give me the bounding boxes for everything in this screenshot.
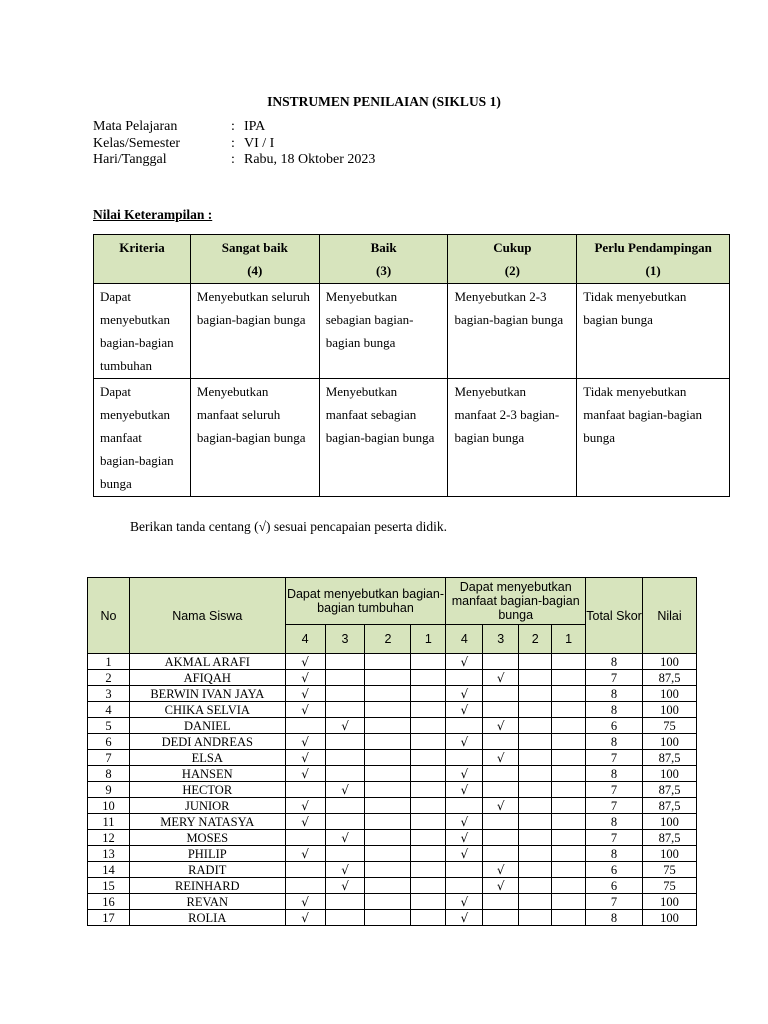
table-row xyxy=(88,766,697,782)
instruction-text: Berikan tanda centang (√) sesuai pencapaian peserta didik. xyxy=(130,519,448,534)
info-sep: : xyxy=(231,119,235,134)
check-cell: √ xyxy=(446,830,483,846)
check-cell xyxy=(325,654,365,670)
student-name: REVAN xyxy=(129,894,285,910)
header-name: Nama Siswa xyxy=(129,578,285,654)
table-row xyxy=(88,734,697,750)
check-cell: √ xyxy=(446,894,483,910)
check-cell xyxy=(411,734,446,750)
check-cell: √ xyxy=(285,814,325,830)
check-cell xyxy=(365,862,411,878)
row-number: 4 xyxy=(88,702,130,718)
check-cell xyxy=(365,798,411,814)
table-row xyxy=(88,798,697,814)
total-score: 8 xyxy=(586,910,643,926)
rubric-cell: Tidak menyebutkan manfaat bagian-bagian bunga xyxy=(577,379,730,497)
check-cell: √ xyxy=(446,734,483,750)
check-cell xyxy=(411,814,446,830)
row-number: 11 xyxy=(88,814,130,830)
check-cell xyxy=(365,670,411,686)
student-name: DANIEL xyxy=(129,718,285,734)
check-cell xyxy=(325,814,365,830)
check-cell: √ xyxy=(446,910,483,926)
check-cell xyxy=(325,702,365,718)
total-score: 8 xyxy=(586,734,643,750)
check-cell xyxy=(411,910,446,926)
row-number: 9 xyxy=(88,782,130,798)
info-value: IPA xyxy=(244,119,266,134)
nilai-value: 75 xyxy=(643,718,697,734)
check-cell xyxy=(519,910,552,926)
info-block xyxy=(93,119,375,169)
nilai-value: 87,5 xyxy=(643,830,697,846)
rubric-header-score: (2) xyxy=(504,263,520,278)
row-number: 17 xyxy=(88,910,130,926)
row-number: 1 xyxy=(88,654,130,670)
rubric-header xyxy=(94,235,191,284)
check-cell: √ xyxy=(285,894,325,910)
check-cell xyxy=(552,846,586,862)
rubric-header-score: (3) xyxy=(376,263,392,278)
check-cell: √ xyxy=(325,878,365,894)
check-cell xyxy=(446,878,483,894)
nilai-value: 100 xyxy=(643,686,697,702)
check-cell xyxy=(411,894,446,910)
check-cell: √ xyxy=(446,814,483,830)
info-label: Hari/Tanggal xyxy=(93,152,167,167)
check-cell xyxy=(519,862,552,878)
check-cell xyxy=(325,734,365,750)
check-cell: √ xyxy=(285,766,325,782)
level-header: 2 xyxy=(519,625,552,654)
section-title: Nilai Keterampilan : xyxy=(93,207,213,222)
rubric-cell: Dapat menyebutkan bagian-bagian tumbuhan xyxy=(94,284,191,379)
check-cell xyxy=(365,702,411,718)
check-cell: √ xyxy=(285,654,325,670)
check-cell xyxy=(519,782,552,798)
nilai-value: 75 xyxy=(643,878,697,894)
info-label: Kelas/Semester xyxy=(93,135,181,151)
check-cell: √ xyxy=(483,718,519,734)
rubric-cell: Tidak menyebutkan bagian bunga xyxy=(577,284,730,379)
rubric-header-name: Baik xyxy=(370,240,397,255)
info-row-subject xyxy=(93,119,375,136)
total-score: 6 xyxy=(586,878,643,894)
check-cell: √ xyxy=(483,798,519,814)
row-number: 3 xyxy=(88,686,130,702)
table-row xyxy=(88,702,697,718)
check-cell xyxy=(411,686,446,702)
check-cell xyxy=(519,734,552,750)
document-title: INSTRUMEN PENILAIAN (SIKLUS 1) xyxy=(267,94,501,109)
nilai-value: 100 xyxy=(643,814,697,830)
check-cell xyxy=(552,750,586,766)
check-cell xyxy=(519,798,552,814)
scores-body xyxy=(88,654,697,926)
rubric-cell: Menyebutkan sebagian bagian-bagian bunga xyxy=(319,284,448,379)
check-cell xyxy=(411,654,446,670)
check-cell xyxy=(285,830,325,846)
check-cell: √ xyxy=(483,878,519,894)
check-cell xyxy=(365,814,411,830)
table-row xyxy=(88,814,697,830)
rubric-header-score: (4) xyxy=(247,263,263,278)
check-cell xyxy=(365,686,411,702)
total-score: 7 xyxy=(586,670,643,686)
check-cell xyxy=(483,814,519,830)
check-cell: √ xyxy=(285,846,325,862)
rubric-cell: Menyebutkan manfaat seluruh bagian-bagian bunga xyxy=(190,379,319,497)
info-label: Mata Pelajaran xyxy=(93,119,178,134)
check-cell xyxy=(285,718,325,734)
check-cell xyxy=(483,654,519,670)
level-header: 3 xyxy=(483,625,519,654)
rubric-cell: Menyebutkan manfaat 2-3 bagian-bagian bunga xyxy=(448,379,577,497)
total-score: 8 xyxy=(586,846,643,862)
check-cell: √ xyxy=(483,670,519,686)
total-score: 8 xyxy=(586,814,643,830)
student-name: REINHARD xyxy=(129,878,285,894)
rubric-table xyxy=(93,234,730,497)
check-cell xyxy=(411,702,446,718)
check-cell xyxy=(552,654,586,670)
rubric-header-name: Kriteria xyxy=(119,240,165,255)
rubric-row xyxy=(94,284,730,379)
student-name: MOSES xyxy=(129,830,285,846)
level-header: 3 xyxy=(325,625,365,654)
check-cell xyxy=(519,766,552,782)
level-header: 2 xyxy=(365,625,411,654)
check-cell xyxy=(325,670,365,686)
scores-table xyxy=(87,577,697,926)
nilai-value: 87,5 xyxy=(643,750,697,766)
total-score: 8 xyxy=(586,654,643,670)
row-number: 6 xyxy=(88,734,130,750)
check-cell xyxy=(411,766,446,782)
total-score: 7 xyxy=(586,798,643,814)
rubric-cell: Menyebutkan seluruh bagian-bagian bunga xyxy=(190,284,319,379)
check-cell xyxy=(552,814,586,830)
check-cell: √ xyxy=(285,798,325,814)
check-cell: √ xyxy=(325,830,365,846)
rubric-header-row xyxy=(94,235,730,284)
row-number: 14 xyxy=(88,862,130,878)
check-cell xyxy=(552,734,586,750)
student-name: ELSA xyxy=(129,750,285,766)
check-cell xyxy=(325,750,365,766)
row-number: 13 xyxy=(88,846,130,862)
student-name: BERWIN IVAN JAYA xyxy=(129,686,285,702)
total-score: 8 xyxy=(586,766,643,782)
nilai-value: 100 xyxy=(643,702,697,718)
check-cell xyxy=(552,878,586,894)
check-cell xyxy=(365,750,411,766)
rubric-header-name: Sangat baik xyxy=(221,240,288,255)
check-cell xyxy=(483,830,519,846)
row-number: 10 xyxy=(88,798,130,814)
check-cell: √ xyxy=(325,782,365,798)
check-cell: √ xyxy=(446,702,483,718)
nilai-value: 87,5 xyxy=(643,670,697,686)
check-cell xyxy=(325,686,365,702)
check-cell xyxy=(446,862,483,878)
check-cell xyxy=(483,910,519,926)
check-cell xyxy=(411,878,446,894)
level-header: 4 xyxy=(285,625,325,654)
student-name: HECTOR xyxy=(129,782,285,798)
check-cell xyxy=(552,670,586,686)
rubric-row xyxy=(94,379,730,497)
check-cell xyxy=(483,734,519,750)
check-cell: √ xyxy=(325,862,365,878)
check-cell xyxy=(411,830,446,846)
check-cell xyxy=(446,670,483,686)
total-score: 8 xyxy=(586,686,643,702)
total-score: 7 xyxy=(586,894,643,910)
check-cell xyxy=(411,846,446,862)
header-criterion-1: Dapat menyebutkan bagian-bagian tumbuhan xyxy=(285,578,446,625)
check-cell xyxy=(552,910,586,926)
check-cell xyxy=(552,782,586,798)
header-no: No xyxy=(88,578,130,654)
student-name: ROLIA xyxy=(129,910,285,926)
check-cell xyxy=(552,894,586,910)
check-cell xyxy=(483,894,519,910)
nilai-value: 100 xyxy=(643,910,697,926)
level-header: 4 xyxy=(446,625,483,654)
info-row-class xyxy=(93,136,375,153)
check-cell xyxy=(519,878,552,894)
check-cell xyxy=(519,670,552,686)
info-row-date xyxy=(93,152,375,169)
check-cell xyxy=(483,766,519,782)
check-cell xyxy=(519,830,552,846)
check-cell: √ xyxy=(285,686,325,702)
check-cell xyxy=(325,846,365,862)
row-number: 7 xyxy=(88,750,130,766)
check-cell xyxy=(519,686,552,702)
check-cell xyxy=(411,670,446,686)
table-row xyxy=(88,910,697,926)
check-cell xyxy=(365,830,411,846)
check-cell xyxy=(519,750,552,766)
check-cell xyxy=(285,782,325,798)
check-cell xyxy=(285,878,325,894)
total-score: 7 xyxy=(586,750,643,766)
check-cell xyxy=(411,718,446,734)
check-cell: √ xyxy=(285,670,325,686)
check-cell xyxy=(446,750,483,766)
student-name: CHIKA SELVIA xyxy=(129,702,285,718)
check-cell xyxy=(411,798,446,814)
table-row xyxy=(88,670,697,686)
row-number: 5 xyxy=(88,718,130,734)
check-cell xyxy=(552,798,586,814)
check-cell xyxy=(446,718,483,734)
header-total: Total Skor xyxy=(586,578,643,654)
nilai-value: 100 xyxy=(643,734,697,750)
check-cell xyxy=(411,862,446,878)
row-number: 12 xyxy=(88,830,130,846)
student-name: MERY NATASYA xyxy=(129,814,285,830)
total-score: 7 xyxy=(586,782,643,798)
check-cell xyxy=(552,766,586,782)
check-cell: √ xyxy=(446,686,483,702)
total-score: 6 xyxy=(586,718,643,734)
check-cell xyxy=(325,910,365,926)
total-score: 6 xyxy=(586,862,643,878)
check-cell: √ xyxy=(285,702,325,718)
row-number: 8 xyxy=(88,766,130,782)
check-cell xyxy=(285,862,325,878)
check-cell xyxy=(365,782,411,798)
check-cell xyxy=(365,654,411,670)
check-cell: √ xyxy=(446,654,483,670)
check-cell: √ xyxy=(446,766,483,782)
check-cell xyxy=(365,718,411,734)
check-cell xyxy=(552,686,586,702)
table-row xyxy=(88,830,697,846)
level-header: 1 xyxy=(411,625,446,654)
table-row xyxy=(88,846,697,862)
check-cell xyxy=(519,654,552,670)
nilai-value: 75 xyxy=(643,862,697,878)
table-row xyxy=(88,686,697,702)
rubric-cell: Dapat menyebutkan manfaat bagian-bagian bunga xyxy=(94,379,191,497)
info-sep: : xyxy=(231,135,235,151)
row-number: 16 xyxy=(88,894,130,910)
nilai-value: 100 xyxy=(643,766,697,782)
check-cell: √ xyxy=(446,782,483,798)
student-name: AKMAL ARAFI xyxy=(129,654,285,670)
check-cell: √ xyxy=(285,910,325,926)
check-cell: √ xyxy=(285,750,325,766)
nilai-value: 87,5 xyxy=(643,782,697,798)
table-row xyxy=(88,718,697,734)
nilai-value: 100 xyxy=(643,654,697,670)
table-row xyxy=(88,878,697,894)
check-cell xyxy=(519,814,552,830)
check-cell xyxy=(365,766,411,782)
table-row xyxy=(88,862,697,878)
check-cell xyxy=(365,910,411,926)
check-cell xyxy=(552,830,586,846)
student-name: DEDI ANDREAS xyxy=(129,734,285,750)
total-score: 8 xyxy=(586,702,643,718)
check-cell xyxy=(519,718,552,734)
nilai-value: 100 xyxy=(643,846,697,862)
check-cell xyxy=(483,846,519,862)
check-cell xyxy=(365,734,411,750)
check-cell: √ xyxy=(285,734,325,750)
check-cell xyxy=(325,766,365,782)
rubric-cell: Menyebutkan 2-3 bagian-bagian bunga xyxy=(448,284,577,379)
check-cell xyxy=(519,846,552,862)
check-cell: √ xyxy=(483,750,519,766)
check-cell xyxy=(552,702,586,718)
level-header: 1 xyxy=(552,625,586,654)
student-name: HANSEN xyxy=(129,766,285,782)
rubric-header xyxy=(448,235,577,284)
rubric-cell: Menyebutkan manfaat sebagian bagian-bagian bunga xyxy=(319,379,448,497)
check-cell xyxy=(365,878,411,894)
header-nilai: Nilai xyxy=(643,578,697,654)
check-cell xyxy=(365,894,411,910)
check-cell xyxy=(411,750,446,766)
check-cell xyxy=(552,862,586,878)
rubric-header xyxy=(319,235,448,284)
check-cell xyxy=(519,702,552,718)
total-score: 7 xyxy=(586,830,643,846)
table-row xyxy=(88,654,697,670)
check-cell xyxy=(519,894,552,910)
info-value: VI / I xyxy=(244,135,275,151)
table-row xyxy=(88,894,697,910)
rubric-header xyxy=(190,235,319,284)
nilai-value: 87,5 xyxy=(643,798,697,814)
header-criterion-2: Dapat menyebutkan manfaat bagian-bagian bunga xyxy=(446,578,586,625)
rubric-header-score: (1) xyxy=(645,263,661,278)
scores-header-row xyxy=(88,578,697,625)
row-number: 2 xyxy=(88,670,130,686)
info-value: Rabu, 18 Oktober 2023 xyxy=(244,152,376,167)
table-row xyxy=(88,750,697,766)
student-name: AFIQAH xyxy=(129,670,285,686)
check-cell: √ xyxy=(483,862,519,878)
student-name: PHILIP xyxy=(129,846,285,862)
student-name: RADIT xyxy=(129,862,285,878)
info-sep: : xyxy=(231,152,235,167)
rubric-header xyxy=(577,235,730,284)
check-cell xyxy=(552,718,586,734)
rubric-header-name: Perlu Pendampingan xyxy=(594,240,712,255)
check-cell: √ xyxy=(325,718,365,734)
check-cell xyxy=(483,782,519,798)
check-cell xyxy=(325,798,365,814)
check-cell xyxy=(483,702,519,718)
nilai-value: 100 xyxy=(643,894,697,910)
check-cell xyxy=(325,894,365,910)
table-row xyxy=(88,782,697,798)
check-cell: √ xyxy=(446,846,483,862)
check-cell xyxy=(365,846,411,862)
student-name: JUNIOR xyxy=(129,798,285,814)
check-cell xyxy=(446,798,483,814)
rubric-header-name: Cukup xyxy=(493,240,532,255)
row-number: 15 xyxy=(88,878,130,894)
check-cell xyxy=(483,686,519,702)
check-cell xyxy=(411,782,446,798)
